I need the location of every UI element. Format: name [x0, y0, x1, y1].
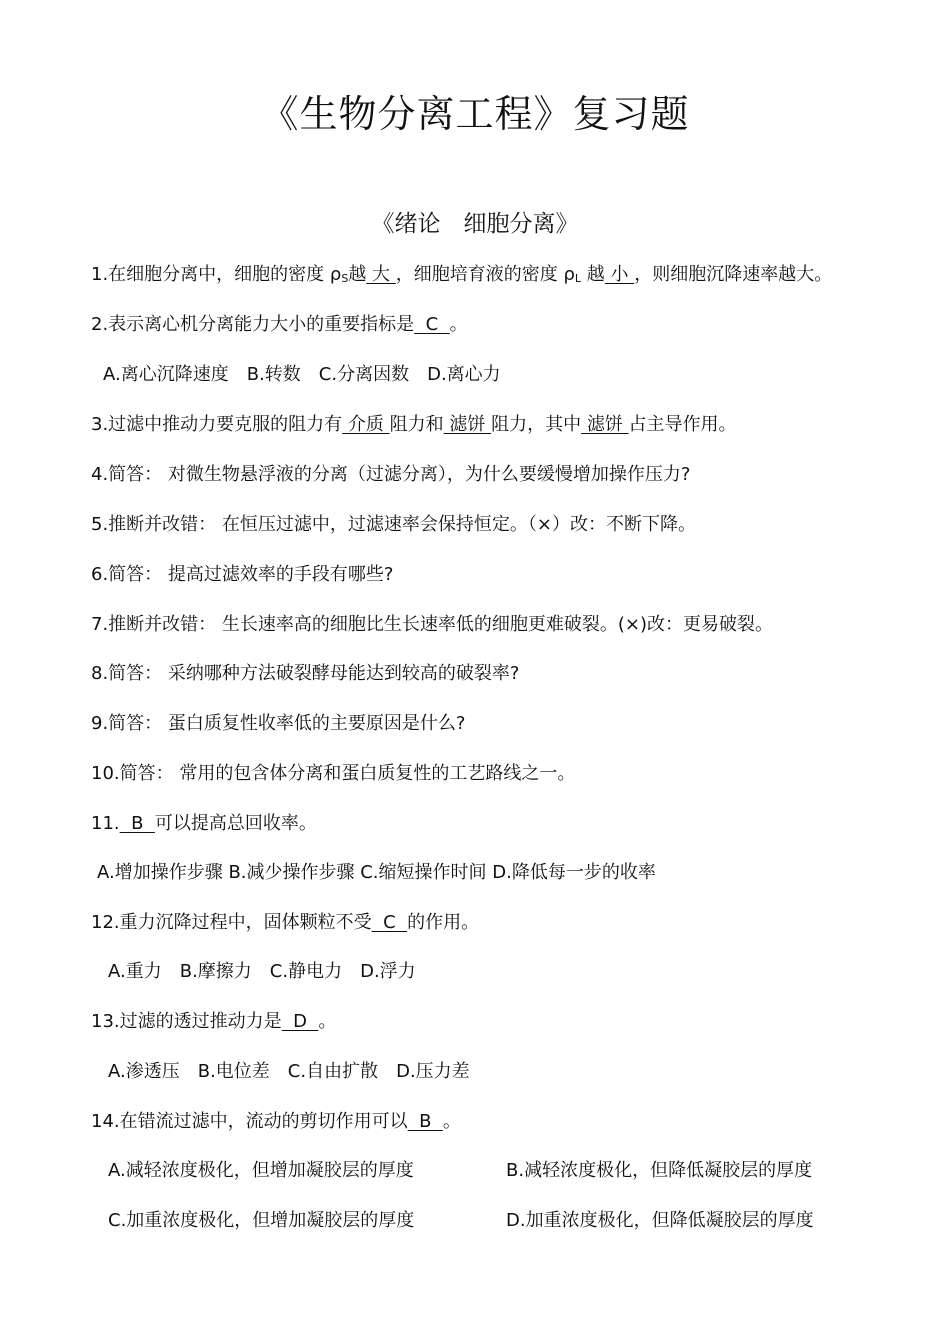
q1-text-a: 1.在细胞分离中，细胞的密度 ρ [91, 264, 342, 285]
q1-answer-2: 小 [604, 264, 635, 285]
q3-answer-3: 滤饼 [581, 414, 629, 435]
question-12 [91, 909, 921, 937]
document-title: 《生物分离工程》复习题 [260, 92, 690, 136]
q1-text-d: 越 [581, 264, 605, 285]
q11-text-a: 11. [91, 813, 120, 834]
q3-text-a: 3.过滤中推动力要克服的阻力有 [91, 414, 343, 435]
q14-option-a: A.减轻浓度极化，但增加凝胶层的厚度 [108, 1160, 414, 1181]
q3-answer-1: 介质 [342, 414, 390, 435]
q3-text-b: 阻力和 [389, 414, 444, 435]
q14-option-b: B.减轻浓度极化，但降低凝胶层的厚度 [506, 1160, 813, 1181]
question-12-options: A.重力 B.摩擦力 C.静电力 D.浮力 [108, 961, 416, 982]
question-3 [91, 411, 921, 439]
question-11 [91, 810, 921, 838]
question-1 [91, 261, 921, 293]
q2-text-b: 。 [449, 314, 468, 335]
q1-subscript-l: L [574, 272, 582, 285]
question-4: 4.简答： 对微生物悬浮液的分离（过滤分离），为什么要缓慢增加操作压力? [91, 464, 691, 485]
q2-text-a: 2.表示离心机分离能力大小的重要指标是 [91, 314, 415, 335]
question-14-options-row-1 [108, 1157, 938, 1185]
question-14-options-row-2 [108, 1207, 938, 1235]
question-11-options: A.增加操作步骤 B.减少操作步骤 C.缩短操作时间 D.降低每一步的收率 [97, 862, 656, 883]
q14-text-a: 14.在错流过滤中，流动的剪切作用可以 [91, 1111, 408, 1132]
q14-text-b: 。 [442, 1111, 461, 1132]
question-8: 8.简答： 采纳哪种方法破裂酵母能达到较高的破裂率? [91, 663, 520, 684]
q13-text-b: 。 [318, 1011, 337, 1032]
q11-answer: B [119, 813, 155, 834]
q12-answer: C [371, 912, 408, 933]
q1-text-e: ，则细胞沉降速率越大。 [634, 264, 833, 285]
q12-text-a: 12.重力沉降过程中，固体颗粒不受 [91, 912, 372, 933]
question-10: 10.简答： 常用的包含体分离和蛋白质复性的工艺路线之一。 [91, 763, 576, 784]
section-title: 《绪论 细胞分离》 [371, 211, 579, 237]
q1-text-b: 越 [348, 264, 367, 285]
q14-option-d: D.加重浓度极化，但降低凝胶层的厚度 [506, 1210, 814, 1231]
question-7: 7.推断并改错： 生长速率高的细胞比生长速率低的细胞更难破裂。(×)改：更易破裂。 [91, 614, 774, 635]
q14-answer: B [407, 1111, 443, 1132]
q14-option-c: C.加重浓度极化，但增加凝胶层的厚度 [108, 1210, 415, 1231]
question-9: 9.简答： 蛋白质复性收率低的主要原因是什么? [91, 713, 466, 734]
q3-text-c: 阻力，其中 [491, 414, 582, 435]
question-14 [91, 1108, 921, 1136]
q13-answer: D [281, 1011, 319, 1032]
q11-text-b: 可以提高总回收率。 [154, 813, 317, 834]
question-13-options: A.渗透压 B.电位差 C.自由扩散 D.压力差 [108, 1061, 470, 1082]
q3-text-d: 占主导作用。 [628, 414, 737, 435]
question-13 [91, 1008, 921, 1036]
q1-subscript-s: S [341, 272, 349, 285]
q2-answer: C [414, 314, 450, 335]
question-2 [91, 311, 921, 339]
q1-text-c: ，细胞培育液的密度 ρ [395, 264, 575, 285]
question-2-options: A.离心沉降速度 B.转数 C.分离因数 D.离心力 [103, 364, 501, 385]
question-6: 6.简答： 提高过滤效率的手段有哪些? [91, 564, 394, 585]
q12-text-b: 的作用。 [407, 912, 480, 933]
question-5: 5.推断并改错： 在恒压过滤中，过滤速率会保持恒定。（×）改：不断下降。 [91, 514, 696, 535]
q1-answer-1: 大 [366, 264, 396, 285]
q13-text-a: 13.过滤的透过推动力是 [91, 1011, 282, 1032]
q3-answer-2: 滤饼 [443, 414, 492, 435]
